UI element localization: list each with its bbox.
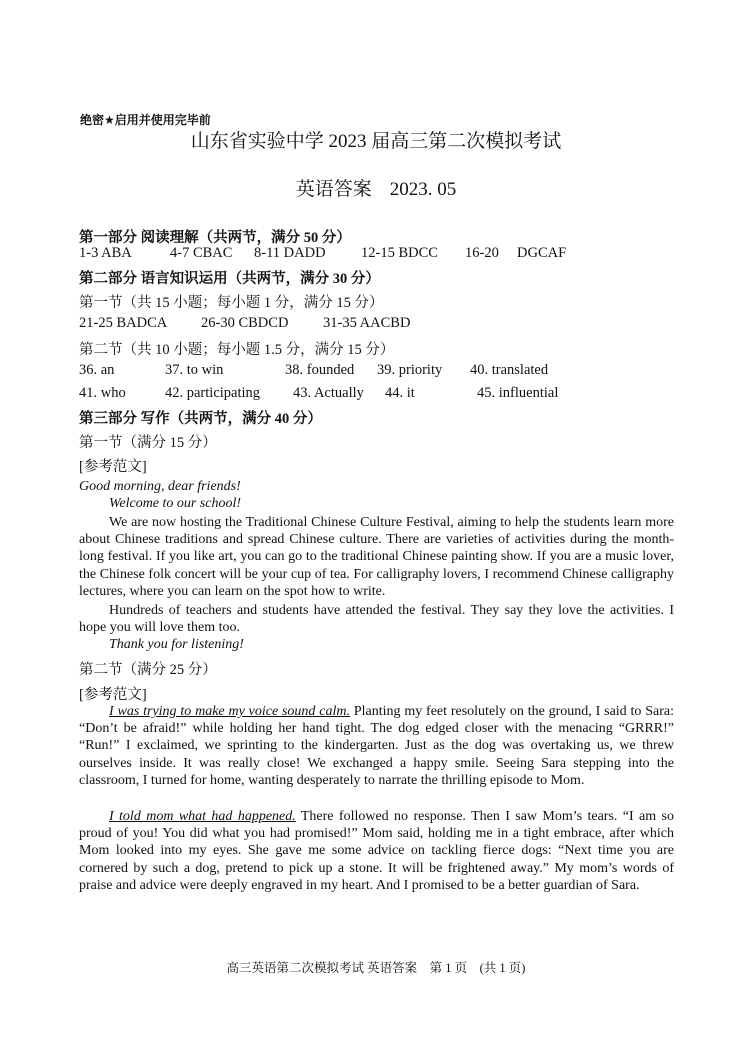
secret-label: 绝密★启用并使用完毕前	[80, 113, 211, 127]
answer-item: 39. priority	[377, 362, 443, 378]
essay1-paragraph: We are now hosting the Traditional Chinese Culture Festival, aiming to help the students learn more about Chinese traditions and spread Chinese culture. There are varieties of activities during the month-long festival. If you like art, you can go to the traditional Chinese painting show. If you are a music lover, the Chinese folk concert will be your cup of tea. For calligraphy lovers, I recommend Chinese calligraphy lectures, where you can learn on the spot how to write.	[79, 515, 674, 599]
answer-item: 43. Actually	[293, 385, 364, 401]
essay2-lead-sentence: I told mom what had happened.	[109, 809, 296, 824]
essay2-body: There followed no response. Then I saw Mom’s tears. “I am so proud of you! You did what you had promised!” Mom said, holding me in a tight embrace, after which Mom looked into my eyes. She gave me some advice on tackling fierce dogs: “Next time you are cornered by such a dog, pretend to pick up a stone. It will be frightened away.” My mom’s words of praise and advice were deeply engraved in my heart. And I promised to be a better guardian of Sara.	[79, 809, 674, 893]
answer-group: 8-11 DADD	[254, 245, 326, 261]
essay2-lead-sentence: I was trying to make my voice sound calm.	[109, 704, 350, 719]
essay2-body: Planting my feet resolutely on the ground, I said to Sara: “Don’t be afraid!” while holding her hand tight. The dog edged closer with the menacing “GRRR!” “Run!” I exclaimed, we sprinting to the kindergarten. Just as the dog was overtaking us, we threw ourselves inside. It was really close! We exchanged a happy smile. Seeing Sara stepping into the classroom, I turned for home, wanting desperately to narrate the thrilling episode to Mom.	[79, 704, 674, 788]
answer-item: 44. it	[385, 385, 415, 401]
essay2-paragraph	[79, 703, 674, 789]
exam-title: 山东省实验中学 2023 届高三第二次模拟考试	[190, 131, 562, 152]
page-footer: 高三英语第二次模拟考试 英语答案 第 1 页 (共 1 页)	[226, 961, 526, 975]
answer-item: 45. influential	[477, 385, 559, 401]
answer-item: 40. translated	[470, 362, 549, 378]
exam-subtitle	[0, 174, 752, 201]
answer-group: 26-30 CBDCD	[201, 315, 289, 331]
part2-section2-label: 第二节（共 10 小题；每小题 1.5 分，满分 15 分）	[79, 342, 395, 358]
answer-item: 38. founded	[285, 362, 355, 378]
essay1-greeting: Good morning, dear friends!	[79, 479, 241, 494]
part2-section1-label: 第一节（共 15 小题；每小题 1 分，满分 15 分）	[79, 295, 384, 311]
part3-section2-label: 第二节（满分 25 分）	[79, 662, 217, 678]
answer-group: 4-7 CBAC	[170, 245, 233, 261]
part2-row2	[79, 385, 558, 402]
answer-item: 37. to win	[165, 362, 224, 378]
answer-group: 1-3 ABA	[79, 245, 132, 261]
part2-section1-answers	[79, 315, 410, 332]
answer-group: 21-25 BADCA	[79, 315, 168, 331]
answer-item: 36. an	[79, 362, 115, 378]
answer-item: 41. who	[79, 385, 126, 401]
essay1-closing: Thank you for listening!	[109, 637, 244, 652]
part2-row1	[79, 362, 548, 379]
reference-label: [参考范文]	[79, 459, 147, 475]
answer-group: 31-35 AACBD	[323, 315, 411, 331]
reference-label: [参考范文]	[79, 687, 147, 703]
exam-date: 2023. 05	[389, 179, 457, 200]
answer-group: DGCAF	[517, 245, 567, 261]
part3-section1-label: 第一节（满分 15 分）	[79, 435, 217, 451]
subtitle-text: 英语答案	[295, 179, 372, 200]
answer-item: 42. participating	[165, 385, 261, 401]
answer-group: 16-20	[465, 245, 499, 261]
part1-answers	[79, 245, 566, 262]
part1-heading: 第一部分 阅读理解（共两节，满分 50 分）	[79, 230, 351, 246]
essay1-welcome: Welcome to our school!	[109, 496, 242, 511]
part3-heading: 第三部分 写作（共两节，满分 40 分）	[79, 411, 322, 427]
essay2-paragraph	[79, 808, 674, 894]
part2-heading: 第二部分 语言知识运用（共两节，满分 30 分）	[79, 271, 380, 287]
answer-group: 12-15 BDCC	[361, 245, 438, 261]
essay1-paragraph: Hundreds of teachers and students have attended the festival. They say they love the activities. I hope you will love them too.	[79, 603, 674, 636]
